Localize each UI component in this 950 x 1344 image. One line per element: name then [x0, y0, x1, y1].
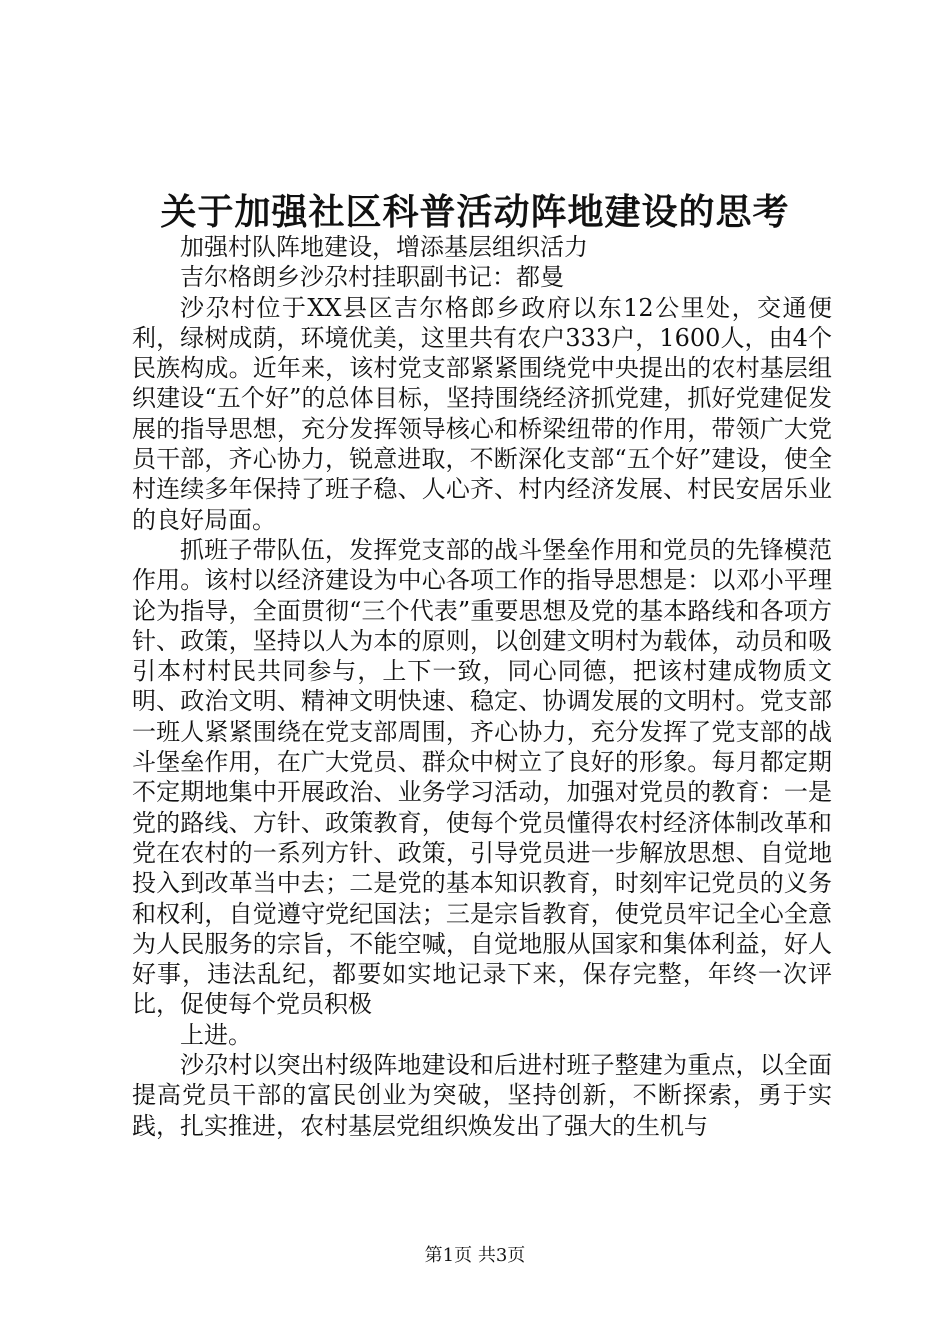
- paragraph: 沙尕村位于XX县区吉尔格郎乡政府以东12公里处，交通便利，绿树成荫，环境优美，这里共有农户333户，1600人，由4个民族构成。近年来，该村党支部紧紧围绕党中央提出的农村基层组织建设“五个好”的总体目标，坚持围绕经济抓党建，抓好党建促发展的指导思想，充分发挥领导核心和桥梁纽带的作用，带领广大党员干部，齐心协力，锐意进取，不断深化支部“五个好”建设，使全村连续多年保持了班子稳、人心齐、村内经济发展、村民安居乐业的良好局面。: [132, 293, 832, 534]
- paragraph: 上进。: [180, 1020, 252, 1049]
- paragraph: 抓班子带队伍，发挥党支部的战斗堡垒作用和党员的先锋模范作用。该村以经济建设为中心各项工作的指导思想是：以邓小平理论为指导，全面贯彻“三个代表”重要思想及党的基本路线和各项方针、政策，坚持以人为本的原则，以创建文明村为载体，动员和吸引本村村民共同参与，上下一致，同心同德，把该村建成物质文明、政治文明、精神文明快速、稳定、协调发展的文明村。党支部一班人紧紧围绕在党支部周围，齐心协力，充分发挥了党支部的战斗堡垒作用，在广大党员、群众中树立了良好的形象。每月都定期不定期地集中开展政治、业务学习活动，加强对党员的教育：一是党的路线、方针、政策教育，使每个党员懂得农村经济体制改革和党在农村的一系列方针、政策，引导党员进一步解放思想、自觉地投入到改革当中去；二是党的基本知识教育，时刻牢记党员的义务和权利，自觉遵守党纪国法；三是宗旨教育，使党员牢记全心全意为人民服务的宗旨，不能空喊，自觉地服从国家和集体利益，好人好事，违法乱纪，都要如实地记录下来，保存完整，年终一次评比，促使每个党员积极: [132, 535, 832, 1019]
- page-footer: 第1页 共3页: [424, 1245, 526, 1266]
- document-body: [132, 232, 832, 1141]
- subtitle: 加强村队阵地建设，增添基层组织活力: [180, 233, 588, 261]
- paragraph: 沙尕村以突出村级阵地建设和后进村班子整建为重点，以全面提高党员干部的富民创业为突破，坚持创新，不断探索，勇于实践，扎实推进，农村基层党组织焕发出了强大的生机与: [132, 1051, 832, 1140]
- document-title: 关于加强社区科普活动阵地建设的思考: [160, 191, 790, 233]
- author-line: 吉尔格朗乡沙尕村挂职副书记：都曼: [180, 263, 564, 292]
